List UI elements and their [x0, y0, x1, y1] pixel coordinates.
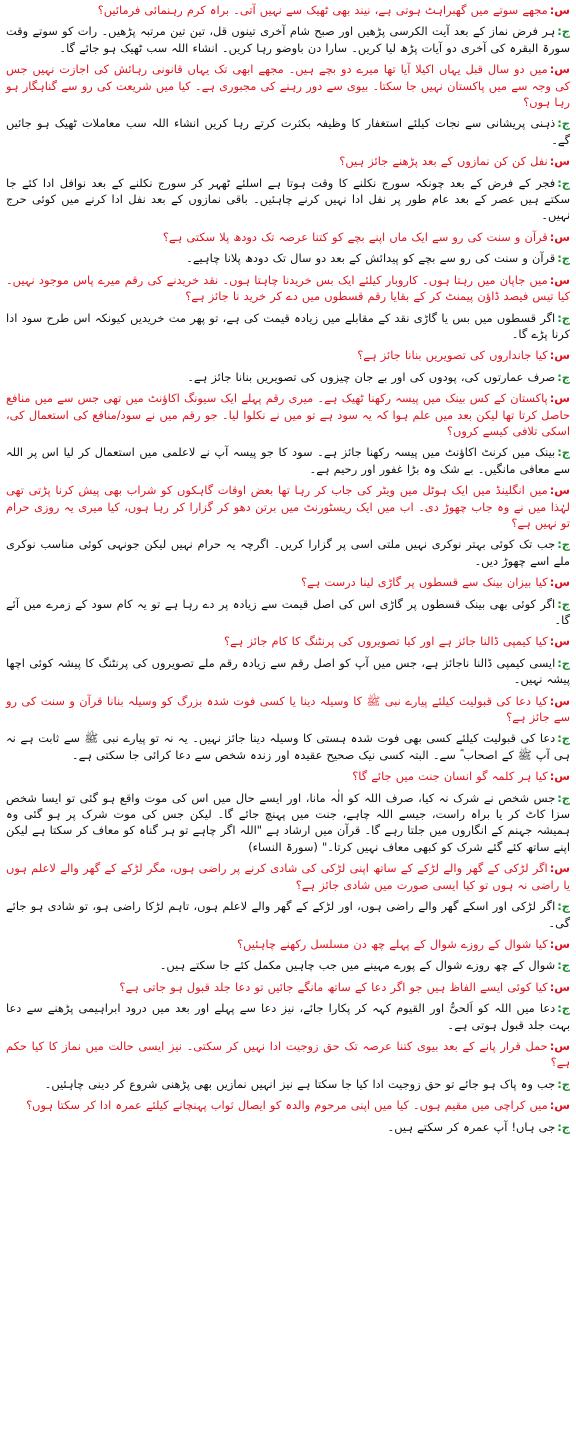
- question-prefix: س:: [549, 154, 570, 169]
- qa-item: [6, 390, 570, 477]
- answer-line: [6, 250, 570, 266]
- answer-prefix: ج:: [557, 445, 570, 460]
- question-prefix: س:: [549, 348, 570, 363]
- answer-prefix: ج:: [557, 958, 570, 973]
- question-line: [6, 574, 570, 590]
- answer-text: قرآن و سنت کی رو سے بچے کو پیدائش کے بعد دو سال تک دودھ پلانا چاہیے۔: [186, 251, 556, 266]
- question-line: [6, 61, 570, 110]
- answer-text: شوال کے چھ روزے شوال کے پورے مہینے میں جب چاہیں مکمل کئے جا سکتے ہیں۔: [159, 958, 556, 973]
- question-line: [6, 979, 570, 995]
- answer-line: [6, 310, 570, 343]
- question-text: کیا جانداروں کی تصویریں بنانا جائز ہے؟: [357, 348, 548, 363]
- qa-item: [6, 229, 570, 267]
- question-text: میں کراچی میں مقیم ہوں۔ کیا میں اپنی مرحوم والدہ کو ایصال ثواب پہنچانے کیلئے عمرہ ادا کر سکتا ہوں؟: [26, 1098, 548, 1113]
- qa-item: [6, 482, 570, 569]
- qa-item: [6, 979, 570, 1033]
- answer-line: [6, 444, 570, 477]
- answer-text: صرف عمارتوں کی، پودوں کی اور بے جان چیزوں کی تصویریں بنانا جائز ہے۔: [187, 369, 556, 384]
- answer-prefix: ج:: [557, 596, 570, 611]
- question-line: [6, 153, 570, 169]
- qa-item: [6, 693, 570, 764]
- answer-text: جب وہ پاک ہو جائے تو حق زوجیت ادا کیا جا سکتا ہے نیز انہیں نمازیں بھی پڑھنی شروع کر دینی چاہئیں۔: [44, 1076, 556, 1091]
- answer-line: [6, 1000, 570, 1033]
- answer-text: ہر فرض نماز کے بعد آیت الکرسی پڑھیں اور صبح شام آخری تینوں قل، تین تین مرتبہ پڑھیں۔ رات کو سوتے وقت سورۃ البقرہ کی آخری دو آیات پڑھ لیا کریں۔ سارا دن باوضو رہا کریں۔ انشاء اللہ سب ٹھیک ہو جائے گا۔: [6, 24, 570, 55]
- question-line: [6, 347, 570, 363]
- answer-prefix: ج:: [557, 731, 570, 746]
- qa-item: [6, 347, 570, 385]
- question-prefix: س:: [549, 272, 570, 287]
- qa-item: [6, 574, 570, 628]
- qa-item: [6, 633, 570, 687]
- question-prefix: س:: [549, 979, 570, 994]
- answer-text: دعا کی قبولیت کیلئے کسی بھی فوت شدہ ہستی کا وسیلہ دینا جائز نہیں۔ یہ نہ تو پیارے نبی ﷺ سے ثابت ہے نہ ہی آپ ﷺ کے اصحاب ؓ سے۔ البتہ کسی نیک صحیح عقیدہ اور زندہ شخص سے دعا کرائی جا سکتی ہے۔: [6, 731, 570, 762]
- qa-item: [6, 1097, 570, 1135]
- question-line: [6, 1097, 570, 1113]
- question-prefix: س:: [549, 62, 570, 77]
- question-prefix: س:: [549, 391, 570, 406]
- answer-line: [6, 175, 570, 224]
- question-prefix: س:: [549, 1038, 570, 1053]
- question-text: اگر لڑکی کے گھر والے لڑکے کے ساتھ اپنی لڑکی کی شادی کرنے پر راضی ہوں، مگر لڑکے کے گھر والے لاعلم ہوں یا راضی نہ ہوں تو کیا ایسی صورت میں شادی جائز ہے؟: [6, 861, 570, 892]
- answer-text: اگر قسطوں میں بس یا گاڑی نقد کے مقابلے میں زیادہ قیمت کی ہے، تو پھر مت خریدیں کیونکہ اس طرح سود ادا کرنا پڑے گا۔: [6, 310, 570, 341]
- question-prefix: س:: [549, 861, 570, 876]
- question-text: کیا بیزان بینک سے قسطوں پر گاڑی لینا درست ہے؟: [300, 575, 548, 590]
- answer-text: ذہنی پریشانی سے نجات کیلئے استغفار کا وظیفہ بکثرت کرتے رہا کریں انشاء اللہ سب معاملات ٹھیک ہو جائیں گے۔: [6, 116, 570, 147]
- question-prefix: س:: [549, 483, 570, 498]
- qa-item: [6, 768, 570, 855]
- answer-text: دعا میں اللہ کو اَلحیُّ اور القیوم کہہ کر پکارا جائے، نیز دعا سے پہلے اور بعد میں درود ابراہیمی پڑھنے سے دعا بہت جلد قبول ہوتی ہے۔: [6, 1001, 570, 1032]
- answer-prefix: ج:: [557, 24, 570, 39]
- question-line: [6, 768, 570, 784]
- question-line: [6, 860, 570, 893]
- answer-line: [6, 1076, 570, 1092]
- question-prefix: س:: [549, 575, 570, 590]
- answer-line: [6, 23, 570, 56]
- answer-line: [6, 1119, 570, 1135]
- question-text: پاکستان کے کس بینک میں پیسہ رکھنا ٹھیک ہے۔ میری رقم پہلے ایک سیونگ اکاؤنٹ میں تھی جس سے میں منافع حاصل کرتا تھا لیکن بعد میں علم ہوا کہ یہ سود ہے تو میں نے نکلوا لیا۔ جو رقم میں نے سود/منافع کی استعمال کی، اسکی تلافی کیسے کروں؟: [6, 391, 570, 438]
- question-prefix: س:: [549, 3, 570, 17]
- question-line: [6, 936, 570, 952]
- question-text: کیا کوئی ایسے الفاظ ہیں جو اگر دعا کے ساتھ مانگے جائیں تو دعا جلد قبول ہو جاتی ہے؟: [119, 979, 548, 994]
- answer-prefix: ج:: [557, 175, 570, 190]
- question-prefix: س:: [549, 1098, 570, 1113]
- question-text: قرآن و سنت کی رو سے ایک ماں اپنے بچے کو کتنا عرصہ تک دودھ پلا سکتی ہے؟: [162, 229, 548, 244]
- question-text: حمل قرار پانے کے بعد بیوی کتنا عرصہ تک حق زوجیت ادا نہیں کر سکتی۔ نیز ایسی حالت میں نماز کا کیا حکم ہے؟: [6, 1038, 570, 1070]
- question-text: کیا ہر کلمہ گو انسان جنت میں جائے گا؟: [352, 769, 548, 784]
- question-text: میں دو سال قبل یہاں اکیلا آیا تھا میرے دو بچے ہیں۔ مجھے ابھی تک یہاں قانونی رہائش کی اجازت نہیں جس کی وجہ سے میں پاکستان نہیں جا سکتا۔ بیوی سے دور رہنے کی مجبوری ہے۔ کیا میں شریعت کی رو سے گناہگار ہو رہا ہوں؟: [6, 62, 570, 110]
- answer-prefix: ج:: [557, 310, 570, 325]
- question-line: [6, 633, 570, 649]
- question-line: [6, 229, 570, 245]
- question-text: میں جاپان میں رہتا ہوں۔ کاروبار کیلئے ایک بس خریدنا چاہتا ہوں۔ نقد خریدنے کی رقم میرے پاس موجود نہیں۔ کیا تیس فیصد ڈاؤن پیمنٹ کر کے بقایا رقم قسطوں میں دے کر خرید نا جائز ہے؟: [6, 272, 570, 304]
- question-text: نفل کن کن نمازوں کے بعد پڑھنے جائز ہیں؟: [339, 154, 548, 169]
- question-prefix: س:: [549, 693, 570, 708]
- answer-prefix: ج:: [557, 369, 570, 384]
- qa-item: [6, 61, 570, 148]
- answer-text: بینک میں کرنٹ اکاؤنٹ میں پیسہ رکھنا جائز ہے۔ سود کا جو پیسہ آپ نے لاعلمی میں استعمال کر لیا اس پر اللہ سے معافی مانگیں۔ بے شک وہ بڑا غفور اور رحیم ہے۔: [6, 445, 570, 476]
- question-prefix: س:: [549, 936, 570, 951]
- answer-line: [6, 790, 570, 856]
- answer-text: جس شخص نے شرک نہ کیا، صرف اللہ کو الٰہ مانا، اور ایسے حال میں اس کی موت واقع ہو گئی تو ایسا شخص سزا کاٹ کر یا براہ راست، جیسے اللہ چاہے، جنت میں پہنچ جائے گا۔ لیکن جس کی موت شرک پر ہو گئی وہ ہمیشہ جہنم کے انگاروں میں جلتا رہے گا۔ قرآن میں ارشاد ہے "اللہ اگر چاہے تو ہر گناہ کو معاف کر سکتا ہے لیکن اپنے ساتھ کئے گئے شرک کو کبھی معاف نہیں کرتا۔" (سورۃ النساء): [6, 790, 570, 854]
- qa-item: [6, 153, 570, 224]
- answer-prefix: ج:: [557, 790, 571, 805]
- answer-prefix: ج:: [557, 655, 570, 670]
- answer-text: اگر کوئی بھی بینک قسطوں پر گاڑی اس کی اصل قیمت سے زیادہ پر دے رہا ہے تو یہ کام سود کے زمرے میں آئے گا۔: [6, 596, 570, 627]
- answer-line: [6, 655, 570, 688]
- question-text: کیا شوال کے روزے شوال کے پہلے چھ دن مسلسل رکھنے چاہئیں؟: [237, 936, 548, 951]
- answer-text: جی ہاں! آپ عمرہ کر سکتے ہیں۔: [387, 1119, 556, 1134]
- question-prefix: س:: [549, 634, 570, 649]
- answer-line: [6, 730, 570, 763]
- question-line: [6, 482, 570, 531]
- question-line: [6, 693, 570, 726]
- answer-line: [6, 596, 570, 629]
- answer-prefix: ج:: [557, 899, 570, 914]
- answer-line: [6, 115, 570, 148]
- answer-prefix: ج:: [557, 537, 570, 552]
- qa-item: [6, 272, 570, 343]
- answer-line: [6, 957, 570, 973]
- question-line: [6, 2, 570, 18]
- qa-item: [6, 2, 570, 56]
- question-text: کیا کیمپی ڈالنا جائز ہے اور کیا تصویروں کی پرنٹنگ کا کام جائز ہے؟: [223, 634, 548, 649]
- qa-item: [6, 936, 570, 974]
- answer-prefix: ج:: [557, 251, 570, 266]
- question-prefix: س:: [549, 229, 570, 244]
- answer-prefix: ج:: [557, 1076, 570, 1091]
- answer-prefix: ج:: [557, 1119, 570, 1134]
- answer-line: [6, 369, 570, 385]
- answer-text: جب تک کوئی بہتر نوکری نہیں ملتی اسی پر گزارا کریں۔ اگرچہ یہ حرام نہیں لیکن جونہی کوئی مناسب نوکری ملے اسے چھوڑ دیں۔: [6, 537, 570, 568]
- answer-prefix: ج:: [557, 116, 570, 131]
- question-line: [6, 390, 570, 439]
- question-line: [6, 1038, 570, 1071]
- question-prefix: س:: [549, 769, 570, 784]
- answer-line: [6, 536, 570, 569]
- answer-text: اگر لڑکی اور اسکے گھر والے راضی ہوں، اور لڑکے کے گھر والے لاعلم ہوں، تاہم لڑکا راضی ہو، تو شادی ہو جائے گی۔: [6, 899, 570, 930]
- question-text: میں انگلینڈ میں ایک ہوٹل میں ویٹر کی جاب کر رہا تھا بعض اوقات گاہکوں کو شراب بھی پیش کرنا پڑتی تھی لہٰذا میں نے وہ جاب چھوڑ دی۔ اب میں ایک ریسٹورنٹ میں برتن دھو کر گزارا کر رہا ہوں، کیا میری یہ روزی حرام تو نہیں ہے؟: [6, 483, 570, 530]
- question-text: کیا دعا کی قبولیت کیلئے پیارے نبی ﷺ کا وسیلہ دینا یا کسی فوت شدہ بزرگ کو وسیلہ بنانا قرآن و سنت کی رو سے جائز ہے؟: [6, 693, 570, 725]
- answer-prefix: ج:: [557, 1001, 570, 1016]
- answer-text: ایسی کیمپی ڈالنا ناجائز ہے، جس میں آپ کو اصل رقم سے زیادہ رقم ملے تصویروں کی پرنٹنگ کا پیشہ کوئی اچھا پیشہ نہیں۔: [6, 655, 570, 687]
- answer-line: [6, 898, 570, 931]
- qa-item: [6, 1038, 570, 1092]
- question-text: مجھے سوتے میں گھبراہٹ ہوتی ہے، نیند بھی ٹھیک سے نہیں آتی۔ براہ کرم رہنمائی فرمائیں؟: [97, 3, 548, 17]
- answer-text: فجر کے فرض کے بعد چونکہ سورج نکلنے کا وقت ہوتا ہے اسلئے ٹھہر کر سورج نکلنے کے بعد نوافل ادا کئے جا سکتے ہیں عصر کے بعد عام طور پر نفل ادا نہیں کرنے چاہئیں۔ باقی نمازوں کے بعد نفل ادا کرنے میں کوئی حرج نہیں۔: [6, 175, 570, 223]
- qa-item: [6, 860, 570, 931]
- question-line: [6, 272, 570, 305]
